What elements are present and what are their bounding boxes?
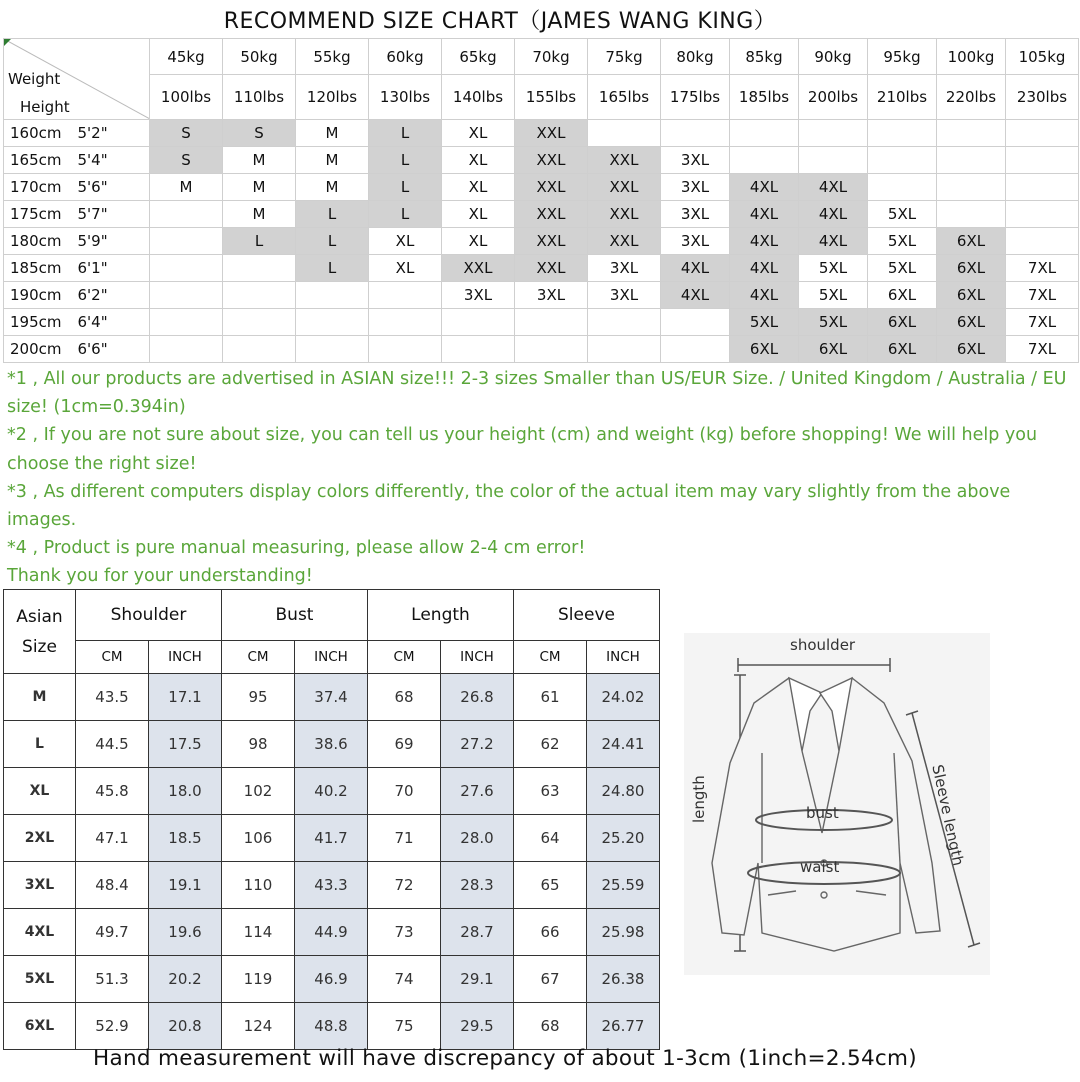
size-cell: M [296,174,369,201]
measure-row [4,674,660,721]
size-cell [223,282,296,309]
size-cell [588,336,661,363]
cm-value: 49.7 [76,909,149,956]
size-label: 4XL [4,909,76,956]
weight-lbs-header: 230lbs [1006,75,1079,120]
size-cell: XXL [515,228,588,255]
sleeve-label: Sleeve length [928,763,968,868]
measure-row [4,862,660,909]
cm-value: 114 [222,909,295,956]
size-cell: S [150,120,223,147]
height-ft: 6'2" [77,286,108,304]
height-row [4,228,1079,255]
weight-kg-header: 90kg [799,39,868,75]
cm-value: 43.5 [76,674,149,721]
height-cm: 175cm [10,205,62,223]
inch-value: 38.6 [295,721,368,768]
size-cell: 5XL [868,228,937,255]
unit-header: CM [514,641,587,674]
cm-value: 62 [514,721,587,768]
measure-group-header: Length [368,590,514,641]
footer-note: Hand measurement will have discrepancy of about 1-3cm (1inch=2.54cm) [93,1046,917,1071]
height-cell [4,336,150,363]
size-cell: XXL [515,201,588,228]
waist-label: waist [800,858,840,876]
cm-value: 95 [222,674,295,721]
size-cell [937,147,1006,174]
size-cell: 7XL [1006,282,1079,309]
weight-kg-header: 75kg [588,39,661,75]
unit-header: INCH [295,641,368,674]
weight-lbs-header: 100lbs [150,75,223,120]
size-cell [150,201,223,228]
inch-value: 17.5 [149,721,222,768]
shoulder-label: shoulder [790,636,856,654]
inch-value: 28.7 [441,909,514,956]
size-cell: 5XL [868,201,937,228]
notes [7,365,1067,591]
weight-kg-header: 55kg [296,39,369,75]
measure-row [4,909,660,956]
height-cell [4,174,150,201]
size-cell: 7XL [1006,309,1079,336]
cm-value: 70 [368,768,441,815]
size-cell: 7XL [1006,336,1079,363]
measure-row [4,956,660,1003]
size-cell [150,336,223,363]
height-ft: 5'2" [77,124,108,142]
jacket-diagram [684,633,990,975]
unit-header: INCH [587,641,660,674]
measure-row [4,721,660,768]
measure-group-header: Bust [222,590,368,641]
size-cell: 3XL [661,201,730,228]
size-cell: XXL [588,147,661,174]
size-cell: 6XL [937,309,1006,336]
height-label: Height [20,98,70,116]
size-cell [730,120,799,147]
size-cell: 7XL [1006,255,1079,282]
size-cell: M [223,174,296,201]
size-cell [223,309,296,336]
cm-value: 65 [514,862,587,909]
height-ft: 5'4" [77,151,108,169]
inch-value: 40.2 [295,768,368,815]
weight-lbs-header: 220lbs [937,75,1006,120]
size-cell: 4XL [799,201,868,228]
size-cell [296,309,369,336]
weight-kg-header: 85kg [730,39,799,75]
inch-value: 37.4 [295,674,368,721]
size-cell: 6XL [937,336,1006,363]
inch-value: 18.5 [149,815,222,862]
cm-value: 69 [368,721,441,768]
inch-value: 25.98 [587,909,660,956]
inch-value: 48.8 [295,1003,368,1050]
size-cell: 4XL [661,255,730,282]
cm-value: 63 [514,768,587,815]
height-cell [4,282,150,309]
weight-lbs-header: 155lbs [515,75,588,120]
inch-value: 25.59 [587,862,660,909]
size-cell: S [223,120,296,147]
height-cm: 200cm [10,340,62,358]
size-cell: L [369,147,442,174]
weight-lbs-header: 120lbs [296,75,369,120]
size-cell: 5XL [799,282,868,309]
inch-value: 46.9 [295,956,368,1003]
weight-kg-header: 95kg [868,39,937,75]
cm-value: 72 [368,862,441,909]
size-cell [515,336,588,363]
size-cell: XL [442,147,515,174]
height-cm: 160cm [10,124,62,142]
size-cell: S [150,147,223,174]
inch-value: 20.2 [149,956,222,1003]
inch-value: 25.20 [587,815,660,862]
note-thanks: Thank you for your understanding! [7,566,313,587]
cm-value: 98 [222,721,295,768]
size-cell [150,309,223,336]
inch-value: 41.7 [295,815,368,862]
height-cell [4,228,150,255]
size-cell: L [369,174,442,201]
unit-header: CM [368,641,441,674]
cm-value: 44.5 [76,721,149,768]
size-cell [937,201,1006,228]
weight-kg-header: 80kg [661,39,730,75]
note-4: *4 , Product is pure manual measuring, please allow 2-4 cm error! [7,538,586,559]
size-cell: 6XL [799,336,868,363]
size-cell [1006,201,1079,228]
size-cell: L [296,255,369,282]
size-cell: 6XL [937,282,1006,309]
height-row [4,174,1079,201]
size-label: 5XL [4,956,76,1003]
size-cell: XXL [588,228,661,255]
size-cell [150,255,223,282]
size-cell: L [296,228,369,255]
height-cell [4,255,150,282]
cm-value: 71 [368,815,441,862]
size-cell [661,336,730,363]
inch-value: 24.80 [587,768,660,815]
height-ft: 5'9" [77,232,108,250]
cm-value: 73 [368,909,441,956]
weight-lbs-header: 175lbs [661,75,730,120]
size-cell [799,120,868,147]
size-cell: XXL [588,174,661,201]
size-cell: 6XL [868,309,937,336]
weight-lbs-header: 185lbs [730,75,799,120]
height-ft: 6'6" [77,340,108,358]
weight-kg-header: 100kg [937,39,1006,75]
measure-row [4,768,660,815]
size-cell [296,282,369,309]
weight-kg-header: 70kg [515,39,588,75]
size-label: XL [4,768,76,815]
inch-value: 27.2 [441,721,514,768]
cm-value: 47.1 [76,815,149,862]
cm-value: 67 [514,956,587,1003]
inch-value: 19.6 [149,909,222,956]
measurement-table [3,589,660,1050]
size-cell [799,147,868,174]
height-row [4,120,1079,147]
weight-kg-header: 45kg [150,39,223,75]
inch-value: 24.02 [587,674,660,721]
note-1: *1 , All our products are advertised in ASIAN size!!! 2-3 sizes Smaller than US/EUR Size. / United Kingdom / Australia / EU size! (1cm=0.394in) [7,369,1067,418]
cm-value: 66 [514,909,587,956]
length-label: length [690,775,708,823]
size-cell: XXL [515,255,588,282]
cm-value: 61 [514,674,587,721]
size-cell: 5XL [799,255,868,282]
measure-group-header: Sleeve [514,590,660,641]
inch-value: 24.41 [587,721,660,768]
unit-header: CM [222,641,295,674]
inch-value: 44.9 [295,909,368,956]
height-ft: 5'7" [77,205,108,223]
size-cell [868,174,937,201]
height-row [4,336,1079,363]
weight-label: Weight [8,70,61,88]
size-cell [150,228,223,255]
cm-value: 45.8 [76,768,149,815]
weight-kg-header: 105kg [1006,39,1079,75]
size-label: M [4,674,76,721]
cm-value: 75 [368,1003,441,1050]
inch-value: 26.38 [587,956,660,1003]
size-label: L [4,721,76,768]
size-cell: 5XL [868,255,937,282]
inch-value: 29.1 [441,956,514,1003]
cm-value: 102 [222,768,295,815]
size-cell: M [223,147,296,174]
size-cell: XL [442,174,515,201]
height-cm: 195cm [10,313,62,331]
size-cell [868,147,937,174]
size-cell: 4XL [730,255,799,282]
cm-value: 119 [222,956,295,1003]
size-cell: XL [442,228,515,255]
height-ft: 6'4" [77,313,108,331]
note-3: *3 , As different computers display colors differently, the color of the actual item may vary slightly from the above images. [7,481,1011,531]
weight-kg-header: 65kg [442,39,515,75]
cm-value: 106 [222,815,295,862]
inch-value: 19.1 [149,862,222,909]
height-cm: 170cm [10,178,62,196]
inch-value: 43.3 [295,862,368,909]
size-cell [661,309,730,336]
unit-header: INCH [149,641,222,674]
weight-lbs-header: 165lbs [588,75,661,120]
size-cell: XXL [515,120,588,147]
weight-kg-header: 60kg [369,39,442,75]
size-cell [369,282,442,309]
height-cell [4,309,150,336]
size-cell [296,336,369,363]
size-cell: 4XL [799,174,868,201]
size-cell: 5XL [730,309,799,336]
size-cell: 6XL [868,336,937,363]
height-cm: 190cm [10,286,62,304]
size-label: 2XL [4,815,76,862]
inch-value: 17.1 [149,674,222,721]
inch-value: 18.0 [149,768,222,815]
measure-group-row [4,590,660,641]
size-cell: 3XL [515,282,588,309]
size-cell [1006,174,1079,201]
size-cell: 3XL [661,228,730,255]
cm-value: 68 [514,1003,587,1050]
size-cell [369,309,442,336]
size-cell: XL [369,228,442,255]
size-cell: XL [442,201,515,228]
unit-header: CM [76,641,149,674]
inch-value: 27.6 [441,768,514,815]
size-cell: L [223,228,296,255]
height-row [4,309,1079,336]
size-cell: 6XL [937,228,1006,255]
size-cell [937,120,1006,147]
height-ft: 6'1" [77,259,108,277]
unit-header: INCH [441,641,514,674]
height-cell [4,201,150,228]
size-cell [868,120,937,147]
size-cell [588,120,661,147]
weight-kg-header: 50kg [223,39,296,75]
size-cell [730,147,799,174]
size-cell [1006,147,1079,174]
inch-value: 28.3 [441,862,514,909]
size-cell: L [296,201,369,228]
size-cell: 4XL [730,282,799,309]
size-cell: XXL [515,174,588,201]
asian-size-header: Asian Size [4,590,76,674]
weight-lbs-row [4,75,1079,120]
size-cell [442,336,515,363]
size-cell [442,309,515,336]
height-cm: 180cm [10,232,62,250]
recommend-size-table [3,38,1079,363]
height-row [4,282,1079,309]
size-cell: 3XL [661,147,730,174]
size-cell: M [223,201,296,228]
size-cell: 3XL [588,255,661,282]
size-cell: 4XL [661,282,730,309]
chart-title: RECOMMEND SIZE CHART（JAMES WANG KING） [223,9,777,34]
inch-value: 28.0 [441,815,514,862]
size-label: 3XL [4,862,76,909]
measure-row [4,815,660,862]
cm-value: 52.9 [76,1003,149,1050]
size-cell [369,336,442,363]
size-cell: XXL [442,255,515,282]
height-ft: 5'6" [77,178,108,196]
size-cell: L [369,201,442,228]
unit-row [4,641,660,674]
size-cell [1006,228,1079,255]
measure-group-header: Shoulder [76,590,222,641]
size-cell: XXL [588,201,661,228]
cm-value: 110 [222,862,295,909]
size-cell [515,309,588,336]
size-cell [223,336,296,363]
weight-lbs-header: 210lbs [868,75,937,120]
bust-label: bust [806,804,839,822]
size-cell: 4XL [730,174,799,201]
size-cell: 3XL [442,282,515,309]
weight-lbs-header: 140lbs [442,75,515,120]
size-cell: 6XL [937,255,1006,282]
size-cell [588,309,661,336]
weight-kg-row [4,39,1079,75]
size-cell: XL [442,120,515,147]
size-label: 6XL [4,1003,76,1050]
size-cell: 6XL [730,336,799,363]
cm-value: 124 [222,1003,295,1050]
size-cell [223,255,296,282]
inch-value: 29.5 [441,1003,514,1050]
weight-lbs-header: 130lbs [369,75,442,120]
size-cell [661,120,730,147]
size-cell [1006,120,1079,147]
size-cell: 6XL [868,282,937,309]
height-cell [4,147,150,174]
cm-value: 51.3 [76,956,149,1003]
size-cell: 3XL [661,174,730,201]
measure-row [4,1003,660,1050]
weight-lbs-header: 110lbs [223,75,296,120]
cm-value: 68 [368,674,441,721]
size-cell: 3XL [588,282,661,309]
height-cm: 165cm [10,151,62,169]
size-cell: 4XL [799,228,868,255]
size-cell [150,282,223,309]
height-row [4,147,1079,174]
inch-value: 26.8 [441,674,514,721]
size-cell [937,174,1006,201]
size-cell: 5XL [799,309,868,336]
weight-lbs-header: 200lbs [799,75,868,120]
size-cell: M [296,120,369,147]
height-cm: 185cm [10,259,62,277]
size-cell: L [369,120,442,147]
height-row [4,201,1079,228]
note-2: *2 , If you are not sure about size, you can tell us your height (cm) and weight (kg) before shopping! We will help you choose the right size! [7,425,1038,474]
size-cell: M [150,174,223,201]
inch-value: 20.8 [149,1003,222,1050]
inch-value: 26.77 [587,1003,660,1050]
height-cell [4,120,150,147]
size-cell: XXL [515,147,588,174]
weight-height-corner [4,39,150,120]
size-cell: M [296,147,369,174]
size-cell: 4XL [730,228,799,255]
size-cell: XL [369,255,442,282]
cm-value: 74 [368,956,441,1003]
cm-value: 48.4 [76,862,149,909]
size-cell: 4XL [730,201,799,228]
height-row [4,255,1079,282]
cm-value: 64 [514,815,587,862]
